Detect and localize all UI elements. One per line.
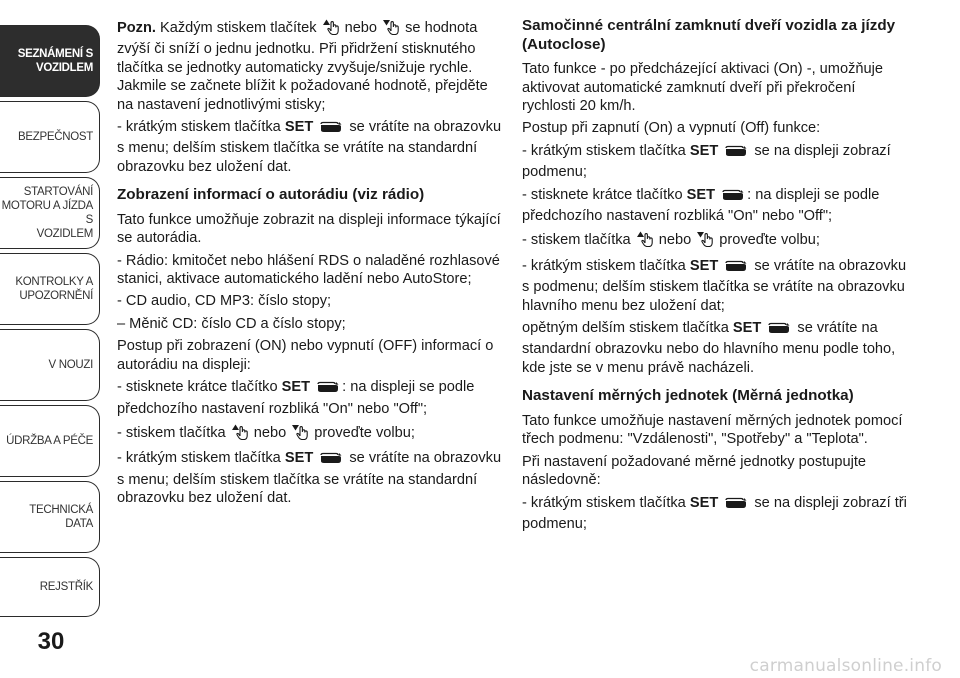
tab-label: ÚDRŽBA A PÉČE — [6, 435, 93, 447]
paragraph — [522, 257, 907, 315]
tab-udrzba[interactable] — [0, 405, 100, 477]
text: - stisknete krátce tlačítko — [522, 186, 683, 203]
paragraph — [117, 378, 502, 418]
text: : na displeji se podle předchozího nastavení rozbliká "On" nebo "Off"; — [522, 186, 880, 225]
text: se vrátíte na obrazovku s menu; delším stiskem tlačítka se vrátíte na standardní obrazovku bez uložení dat. — [117, 119, 502, 175]
text: - krátkým stiskem tlačítka — [522, 257, 686, 274]
text: - krátkým stiskem tlačítka — [522, 494, 686, 511]
text: - krátkým stiskem tlačítka — [117, 119, 281, 136]
tab-label: TECHNICKÁ DATA — [29, 504, 93, 530]
watermark: carmanualsonline.info — [749, 656, 942, 676]
text: se vrátíte na obrazovku s podmenu; delším stiskem tlačítka se vrátíte na obrazovku hlavního menu bez uložení dat; — [522, 257, 907, 314]
text: proveďte volbu; — [719, 232, 820, 249]
set-hand-icon — [723, 144, 749, 163]
paragraph: Tato funkce umožňuje zobrazit na displeji informace týkající se autorádia. — [117, 211, 501, 247]
paragraph: Při nastavení požadované měrné jednotky postupujte následovně: — [522, 453, 866, 489]
paragraph — [522, 142, 907, 182]
section-heading: Samočinné centrální zamknutí dveří vozidla za jízdy (Autoclose) — [522, 17, 896, 53]
paragraph — [117, 449, 502, 507]
tab-startovani[interactable] — [0, 177, 100, 249]
paragraph — [522, 494, 907, 534]
paragraph — [117, 118, 502, 176]
set-hand-icon — [318, 120, 344, 139]
text: proveďte volbu; — [314, 424, 415, 441]
tab-label: KONTROLKY A UPOZORNĚNÍ — [15, 276, 93, 302]
tab-bezpecnost[interactable] — [0, 101, 100, 173]
text: nebo — [344, 20, 378, 36]
text: - stiskem tlačítka — [117, 424, 226, 441]
paragraph: - Rádio: kmitočet nebo hlášení RDS o naladěné rozhlasové stanici, aktivace automatického ladění nebo AutoStore; — [117, 252, 500, 288]
set-label: SET — [689, 257, 719, 274]
paragraph: Tato funkce umožňuje nastavení měrných jednotek pomocí třech podmenu: "Vzdálenosti", "Spotřeby" a "Teplota". — [522, 412, 903, 448]
tab-label: V NOUZI — [48, 359, 93, 371]
set-label: SET — [284, 119, 314, 136]
page-number: 30 — [37, 628, 65, 655]
tab-label: SEZNÁMENÍ S VOZIDLEM — [17, 48, 93, 74]
paragraph: Postup při zobrazení (ON) nebo vypnutí (OFF) informací o autorádiu na displeji: — [117, 338, 494, 373]
text: se vrátíte na obrazovku s menu; delším stiskem tlačítka se vrátíte na standardní obrazovku bez uložení dat. — [117, 450, 502, 507]
paragraph — [522, 319, 907, 377]
text: - stisknete krátce tlačítko — [117, 379, 278, 396]
up-arrow-hand-icon — [231, 422, 253, 445]
tab-label: REJSTŘÍK — [39, 581, 93, 593]
text: se hodnota zvýší či sníží o jednu jednotku. Při přidržení stisknutého tlačítka se jednotky automaticky zvyšuje/snižuje rychle. Jakmile se začnete blížit k požadované hodnotě, přejděte na nastavení jednotlivými stisky; — [117, 20, 488, 113]
set-label: SET — [689, 142, 719, 159]
up-arrow-hand-icon — [636, 229, 658, 252]
note-label: Pozn. — [117, 20, 156, 36]
text: se na displeji zobrazí tři podmenu; — [522, 494, 907, 532]
text: Každým stiskem tlačítek — [159, 20, 317, 36]
down-arrow-hand-icon — [382, 17, 404, 40]
section-sidebar — [0, 0, 100, 678]
set-label: SET — [689, 494, 719, 511]
text: nebo — [253, 424, 287, 441]
section-heading: Nastavení měrných jednotek (Měrná jednotka) — [522, 387, 854, 405]
set-label: SET — [732, 320, 762, 337]
text: opětným delším stiskem tlačítka — [522, 320, 729, 337]
tab-label: BEZPEČNOST — [18, 131, 93, 143]
down-arrow-hand-icon — [696, 229, 718, 252]
note-paragraph — [117, 17, 502, 114]
text: : na displeji se podle předchozího nastavení rozbliká "On" nebo "Off"; — [117, 379, 475, 417]
tab-rejstrik[interactable] — [0, 557, 100, 617]
up-arrow-hand-icon — [322, 17, 344, 40]
paragraph — [117, 422, 502, 445]
set-hand-icon — [315, 380, 341, 399]
text: - krátkým stiskem tlačítka — [117, 450, 281, 467]
set-hand-icon — [723, 496, 749, 515]
text: nebo — [658, 232, 692, 249]
paragraph — [522, 229, 907, 252]
set-label: SET — [284, 450, 314, 467]
paragraph: - CD audio, CD MP3: číslo stopy; — [117, 293, 332, 310]
down-arrow-hand-icon — [291, 422, 313, 445]
paragraph: – Měnič CD: číslo CD a číslo stopy; — [117, 315, 346, 332]
tab-label: STARTOVÁNÍ MOTORU A JÍZDA S VOZIDLEM — [1, 186, 93, 240]
set-hand-icon — [720, 188, 746, 207]
paragraph: Tato funkce - po předcházející aktivaci (On) -, umožňuje aktivovat automatické zamknutí dveří při překročení rychlosti 20 km/h. — [522, 61, 883, 114]
set-hand-icon — [723, 259, 749, 278]
set-hand-icon — [766, 321, 792, 340]
left-column — [117, 17, 502, 512]
paragraph — [522, 186, 907, 226]
set-hand-icon — [318, 451, 344, 470]
tab-v-nouzi[interactable] — [0, 329, 100, 401]
text: se na displeji zobrazí podmenu; — [522, 142, 891, 181]
tab-seznameni-s-vozidlem[interactable] — [0, 25, 100, 97]
tab-technicka-data[interactable] — [0, 481, 100, 553]
tab-kontrolky[interactable] — [0, 253, 100, 325]
set-label: SET — [686, 186, 716, 203]
set-label: SET — [281, 379, 311, 396]
section-heading: Zobrazení informací o autorádiu (viz rádio) — [117, 186, 425, 204]
text: - krátkým stiskem tlačítka — [522, 142, 686, 159]
text: - stiskem tlačítka — [522, 232, 631, 249]
text: se vrátíte na standardní obrazovku nebo do hlavního menu podle toho, kde jste se v menu právě nacházeli. — [522, 320, 896, 376]
paragraph: Postup při zapnutí (On) a vypnutí (Off) funkce: — [522, 120, 821, 137]
right-column — [522, 17, 907, 537]
